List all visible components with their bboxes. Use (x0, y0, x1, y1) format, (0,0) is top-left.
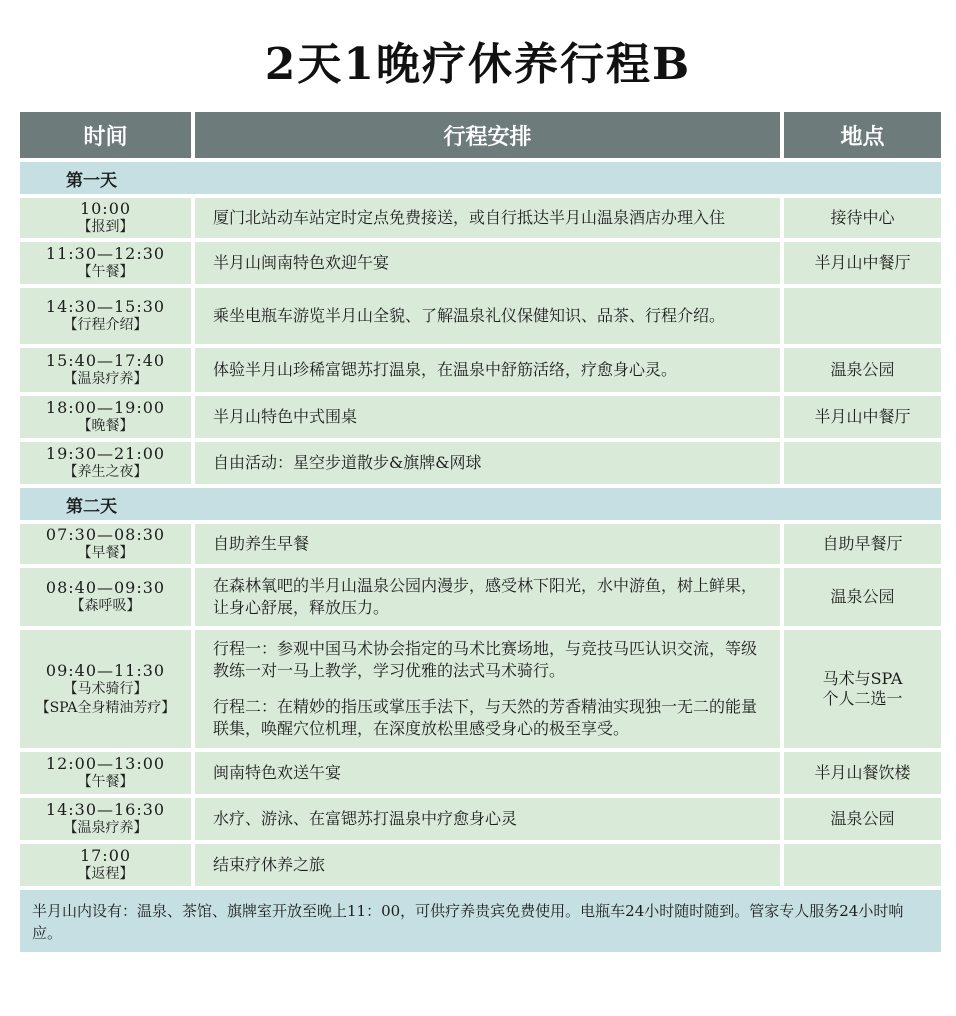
table-header (20, 112, 941, 158)
plan-cell: 乘坐电瓶车游览半月山全貌、了解温泉礼仪保健知识、品茶、行程介绍。 (191, 288, 780, 344)
plan-cell: 在森林氧吧的半月山温泉公园内漫步，感受林下阳光，水中游鱼，树上鲜果，让身心舒展，释放压力。 (191, 568, 780, 626)
plan-cell: 半月山特色中式围桌 (191, 396, 780, 438)
time-cell: 19:30—21:00 【养生之夜】 (20, 442, 191, 484)
place-cell (780, 442, 941, 484)
table-row (20, 242, 941, 284)
time-cell: 17:00 【返程】 (20, 844, 191, 886)
place-cell: 接待中心 (780, 198, 941, 238)
table-row (20, 630, 941, 748)
table-row (20, 198, 941, 238)
table-row (20, 844, 941, 886)
place-cell (780, 844, 941, 886)
plan-cell (191, 630, 780, 748)
footer-note: 半月山内设有：温泉、茶馆、旗牌室开放至晚上11：00，可供疗养贵宾免费使用。电瓶车24小时随时随到。管家专人服务24小时响应。 (20, 890, 941, 952)
itinerary-table (20, 112, 941, 952)
day1-label: 第一天 (20, 162, 941, 194)
place-cell (780, 288, 941, 344)
header-time: 时间 (20, 112, 191, 158)
page-title: 2天1晚疗休养行程B (264, 39, 692, 90)
plan-cell: 自助养生早餐 (191, 524, 780, 564)
table-row (20, 396, 941, 438)
time-cell: 14:30—15:30 【行程介绍】 (20, 288, 191, 344)
time-cell: 10:00 【报到】 (20, 198, 191, 238)
place-cell: 马术与SPA 个人二选一 (780, 630, 941, 748)
time-cell: 12:00—13:00 【午餐】 (20, 752, 191, 794)
plan-cell: 体验半月山珍稀富锶苏打温泉，在温泉中舒筋活络，疗愈身心灵。 (191, 348, 780, 392)
plan-cell: 结束疗休养之旅 (191, 844, 780, 886)
place-cell: 温泉公园 (780, 348, 941, 392)
time-cell: 14:30—16:30 【温泉疗养】 (20, 798, 191, 840)
plan-cell: 自由活动：星空步道散步&旗牌&网球 (191, 442, 780, 484)
place-cell: 温泉公园 (780, 568, 941, 626)
plan-option-1: 行程一：参观中国马术协会指定的马术比赛场地，与竞技马匹认识交流，等级教练一对一马上教学，学习优雅的法式马术骑行。 (213, 639, 758, 680)
table-row (20, 752, 941, 794)
place-cell: 半月山中餐厅 (780, 396, 941, 438)
plan-cell: 闽南特色欢送午宴 (191, 752, 780, 794)
time-cell: 07:30—08:30 【早餐】 (20, 524, 191, 564)
place-cell: 温泉公园 (780, 798, 941, 840)
table-row (20, 288, 941, 344)
time-cell: 18:00—19:00 【晚餐】 (20, 396, 191, 438)
plan-option-2: 行程二：在精妙的指压或掌压手法下，与天然的芳香精油实现独一无二的能量联集，唤醒穴位机理，在深度放松里感受身心的极至享受。 (213, 697, 758, 738)
time-cell: 08:40—09:30 【森呼吸】 (20, 568, 191, 626)
table-row (20, 348, 941, 392)
day2-label: 第二天 (20, 488, 941, 520)
header-place: 地点 (780, 112, 941, 158)
time-cell: 15:40—17:40 【温泉疗养】 (20, 348, 191, 392)
table-row (20, 568, 941, 626)
plan-cell: 半月山闽南特色欢迎午宴 (191, 242, 780, 284)
plan-cell: 厦门北站动车站定时定点免费接送，或自行抵达半月山温泉酒店办理入住 (191, 198, 780, 238)
table-row (20, 798, 941, 840)
place-cell: 半月山中餐厅 (780, 242, 941, 284)
time-cell: 09:40—11:30 【马术骑行】 【SPA全身精油芳疗】 (20, 630, 191, 748)
header-plan: 行程安排 (191, 112, 780, 158)
table-row (20, 442, 941, 484)
plan-cell: 水疗、游泳、在富锶苏打温泉中疗愈身心灵 (191, 798, 780, 840)
place-cell: 半月山餐饮楼 (780, 752, 941, 794)
time-cell: 11:30—12:30 【午餐】 (20, 242, 191, 284)
table-row (20, 524, 941, 564)
place-cell: 自助早餐厅 (780, 524, 941, 564)
